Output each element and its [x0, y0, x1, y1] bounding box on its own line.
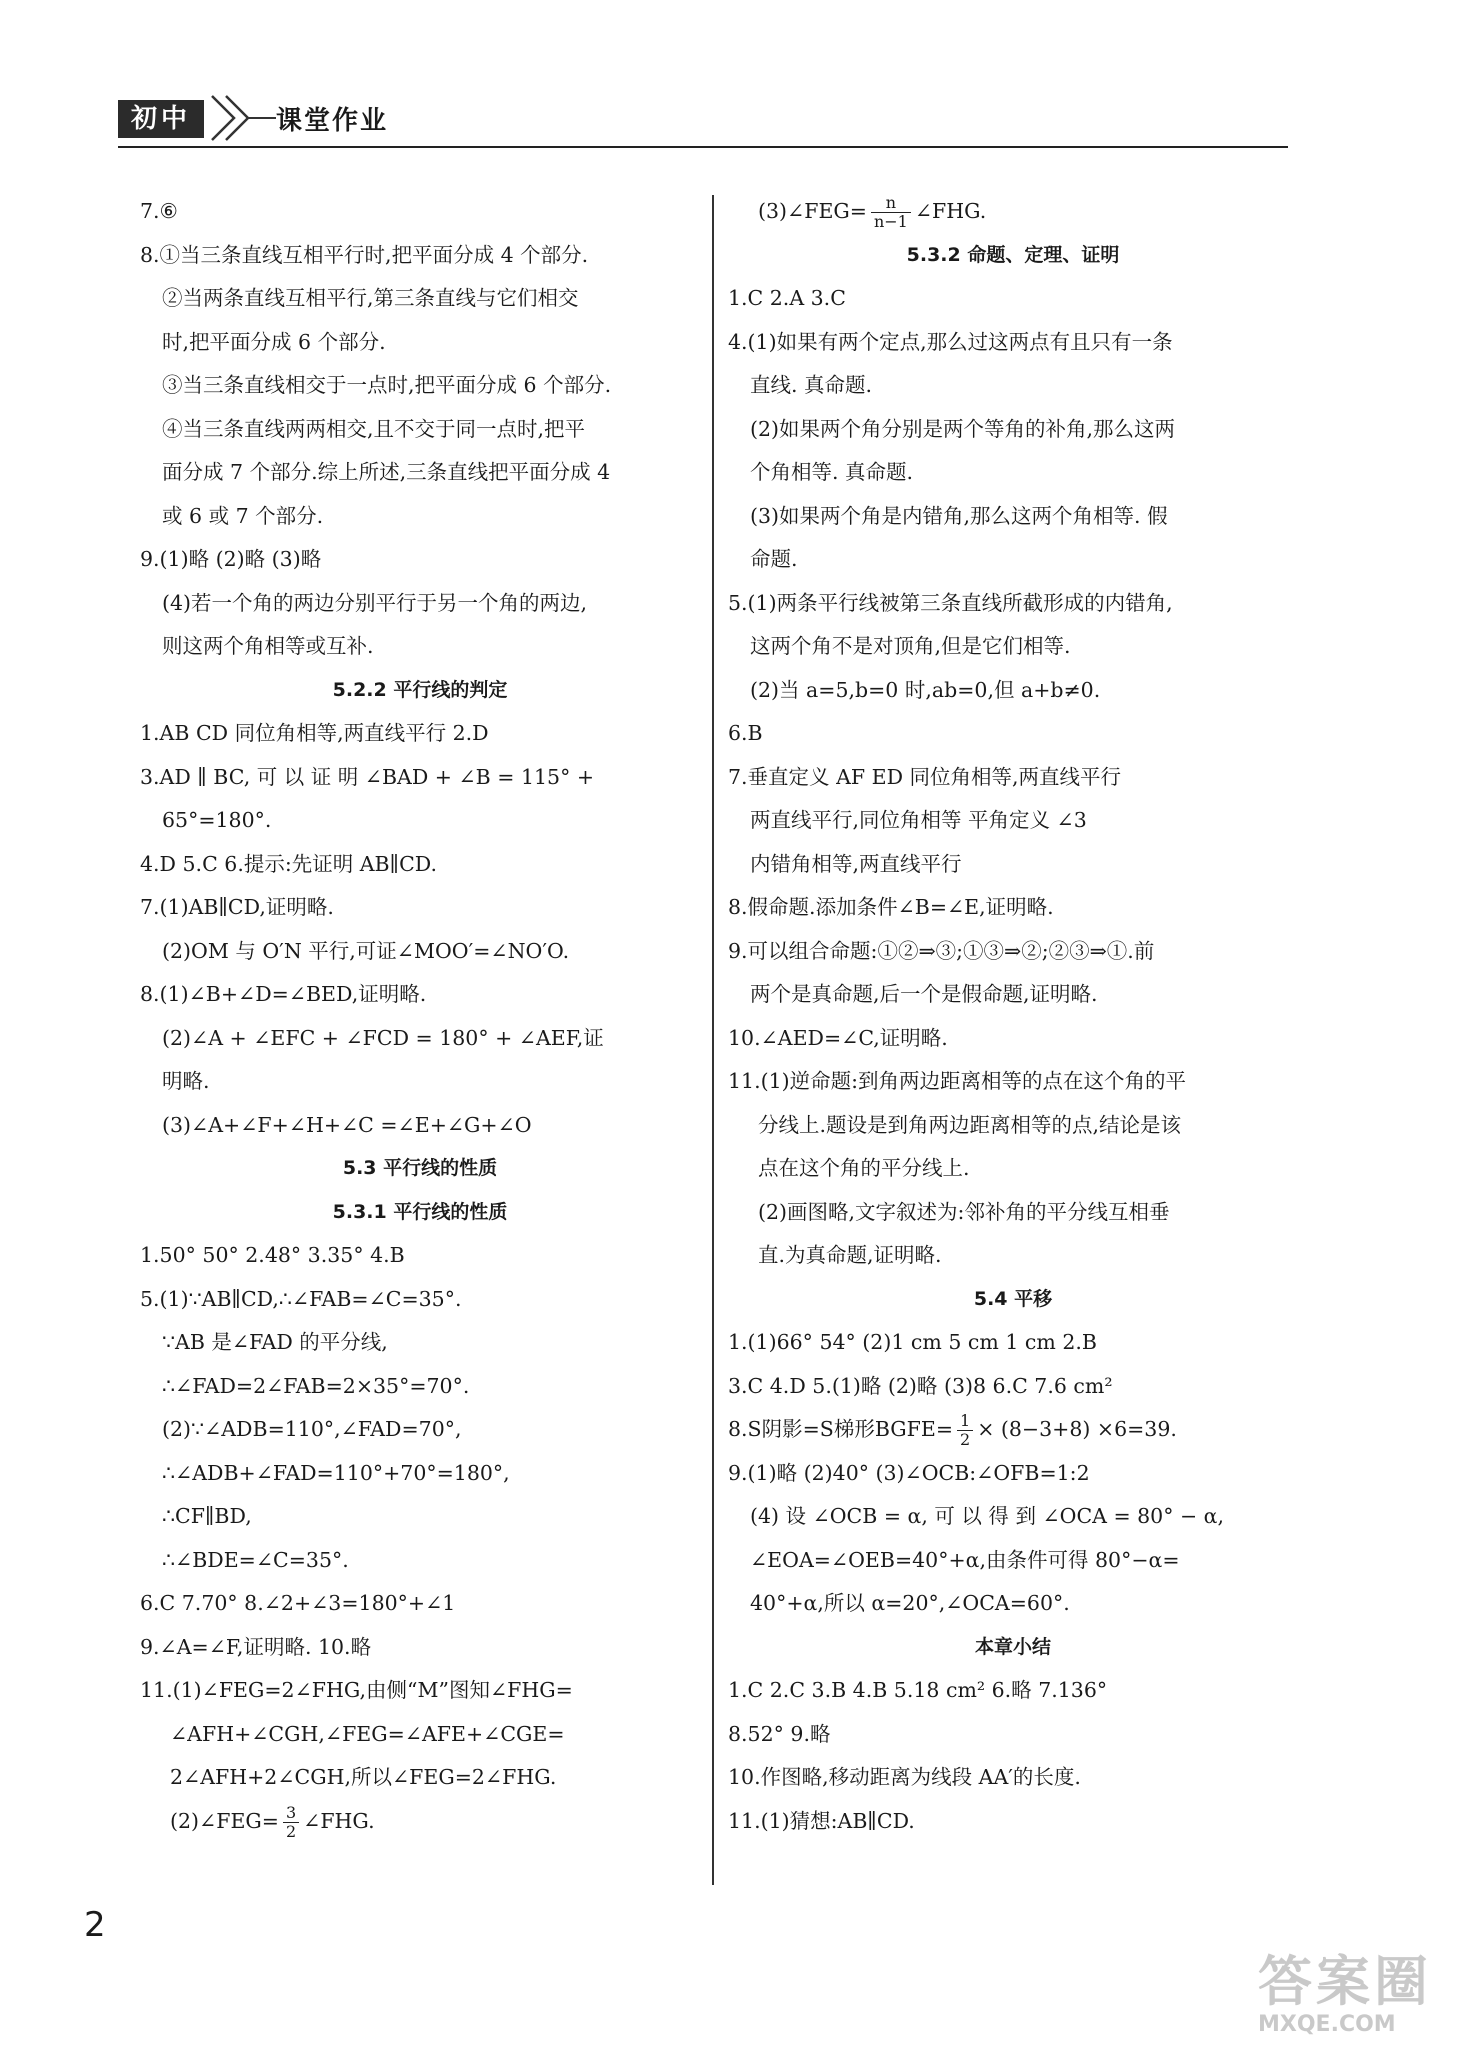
fraction-prefix: (3)∠FEG= — [758, 199, 867, 223]
fraction — [283, 1804, 299, 1841]
answer-line: 1.AB CD 同位角相等,两直线平行 2.D — [140, 721, 489, 745]
answer-line: 1.C 2.C 3.B 4.B 5.18 cm² 6.略 7.136° — [728, 1678, 1108, 1702]
answer-line: (4) 设 ∠OCB = α, 可 以 得 到 ∠OCA = 80° − α, — [750, 1504, 1225, 1528]
answer-line: 1.(1)66° 54° (2)1 cm 5 cm 1 cm 2.B — [728, 1330, 1097, 1354]
answer-line: 7.垂直定义 AF ED 同位角相等,两直线平行 — [728, 764, 1122, 789]
answer-line: 时,把平面分成 6 个部分. — [162, 329, 386, 354]
answer-line: 两直线平行,同位角相等 平角定义 ∠3 — [750, 808, 1087, 832]
fraction-numerator: n — [871, 194, 911, 213]
answer-line: 直线. 真命题. — [750, 373, 873, 397]
answer-line: 分线上.题设是到角两边距离相等的点,结论是该 — [758, 1112, 1182, 1137]
answer-line: ∴∠ADB+∠FAD=110°+70°=180°, — [162, 1460, 510, 1485]
answer-line: 5.(1)两条平行线被第三条直线所截形成的内错角, — [728, 590, 1173, 615]
fraction-prefix: 8.S阴影=S梯形BGFE= — [728, 1417, 954, 1441]
answer-line: 4.D 5.C 6.提示:先证明 AB∥CD. — [140, 851, 437, 876]
section-heading: 本章小结 — [974, 1635, 1051, 1658]
section-heading: 5.3.2 命题、定理、证明 — [906, 243, 1120, 266]
fraction-numerator: 3 — [283, 1804, 299, 1823]
answer-line: 5.(1)∵AB∥CD,∴∠FAB=∠C=35°. — [140, 1286, 462, 1311]
answer-line: 则这两个角相等或互补. — [162, 634, 374, 658]
answer-line: 1.C 2.A 3.C — [728, 286, 846, 310]
answer-line: 3.C 4.D 5.(1)略 (2)略 (3)8 6.C 7.6 cm² — [728, 1373, 1113, 1398]
answer-line: ∴∠BDE=∠C=35°. — [162, 1547, 349, 1572]
answer-line: (3)如果两个角是内错角,那么这两个角相等. 假 — [750, 503, 1168, 528]
answer-line: (4)若一个角的两边分别平行于另一个角的两边, — [162, 590, 588, 615]
answer-line: ②当两条直线互相平行,第三条直线与它们相交 — [162, 286, 579, 310]
answer-line-fraction — [140, 1800, 700, 1844]
answer-line: 11.(1)逆命题:到角两边距离相等的点在这个角的平 — [728, 1069, 1187, 1093]
fraction-denominator: n−1 — [873, 212, 908, 231]
answer-line: 明略. — [162, 1069, 210, 1093]
answer-line: 10.作图略,移动距离为线段 AA′的长度. — [728, 1765, 1081, 1789]
section-heading: 5.3.1 平行线的性质 — [332, 1200, 508, 1223]
answer-line: 3.AD ∥ BC, 可 以 证 明 ∠BAD + ∠B = 115° + — [140, 764, 595, 789]
answer-line-fraction — [728, 1408, 1298, 1452]
header-title: 课堂作业 — [276, 106, 389, 136]
page-number: 2 — [84, 1905, 106, 1945]
answer-line: 1.50° 50° 2.48° 3.35° 4.B — [140, 1243, 405, 1267]
answer-line: 65°=180°. — [162, 808, 272, 832]
answer-line: 8.(1)∠B+∠D=∠BED,证明略. — [140, 982, 427, 1006]
answer-line: 个角相等. 真命题. — [750, 460, 914, 484]
answer-line: 9.可以组合命题:①②⇒③;①③⇒②;②③⇒①.前 — [728, 938, 1155, 963]
answer-line: 11.(1)∠FEG=2∠FHG,由侧“M”图知∠FHG= — [140, 1678, 573, 1702]
answer-line: 2∠AFH+2∠CGH,所以∠FEG=2∠FHG. — [170, 1765, 557, 1789]
fraction-suffix: × (8−3+8) ×6=39. — [977, 1417, 1177, 1441]
answer-line: 8.52° 9.略 — [728, 1721, 831, 1746]
answer-line: (2)∵∠ADB=110°,∠FAD=70°, — [162, 1417, 462, 1441]
answer-line: 8.假命题.添加条件∠B=∠E,证明略. — [728, 895, 1054, 919]
answer-line: ③当三条直线相交于一点时,把平面分成 6 个部分. — [162, 373, 612, 397]
answer-line: 40°+α,所以 α=20°,∠OCA=60°. — [750, 1591, 1070, 1615]
fraction-prefix: (2)∠FEG= — [170, 1808, 279, 1833]
answer-line: ④当三条直线两两相交,且不交于同一点时,把平 — [162, 416, 586, 441]
answer-line: 或 6 或 7 个部分. — [162, 503, 324, 528]
answer-line: 直.为真命题,证明略. — [758, 1243, 942, 1267]
answer-line: 8.①当三条直线互相平行时,把平面分成 4 个部分. — [140, 242, 589, 267]
answer-line: 9.∠A=∠F,证明略. 10.略 — [140, 1634, 372, 1659]
section-heading: 5.4 平移 — [973, 1287, 1053, 1310]
answer-line: (2)∠A + ∠EFC + ∠FCD = 180° + ∠AEF,证 — [162, 1025, 604, 1050]
answer-line: (3)∠A+∠F+∠H+∠C =∠E+∠G+∠O — [162, 1112, 532, 1137]
grade-tag: 初中 — [118, 100, 204, 138]
answer-line: 10.∠AED=∠C,证明略. — [728, 1025, 948, 1050]
section-heading: 5.2.2 平行线的判定 — [332, 678, 508, 701]
fraction-suffix: ∠FHG. — [914, 199, 987, 223]
answer-line: 7.⑥ — [140, 199, 178, 223]
answer-line: ∠AFH+∠CGH,∠FEG=∠AFE+∠CGE= — [170, 1721, 565, 1746]
page-header — [118, 92, 1288, 148]
fraction-denominator: 2 — [285, 1821, 297, 1841]
answer-line: 这两个角不是对顶角,但是它们相等. — [750, 634, 1071, 658]
answer-line: 内错角相等,两直线平行 — [750, 851, 962, 876]
fraction — [871, 194, 911, 231]
double-chevron-icon — [206, 92, 276, 144]
answer-line: (2)OM 与 O′N 平行,可证∠MOO′=∠NO′O. — [162, 938, 570, 963]
answer-line: 6.B — [728, 721, 763, 745]
fraction-suffix: ∠FHG. — [303, 1808, 375, 1833]
answer-line: 面分成 7 个部分.综上所述,三条直线把平面分成 4 — [162, 460, 611, 484]
left-column — [140, 190, 700, 1843]
answer-line: ∴CF∥BD, — [162, 1504, 252, 1528]
answer-line: 11.(1)猜想:AB∥CD. — [728, 1808, 915, 1833]
answer-line: 两个是真命题,后一个是假命题,证明略. — [750, 982, 1098, 1006]
right-column — [728, 190, 1298, 1843]
section-heading: 5.3 平行线的性质 — [342, 1157, 498, 1179]
answer-line: 6.C 7.70° 8.∠2+∠3=180°+∠1 — [140, 1591, 456, 1615]
column-divider — [712, 195, 714, 1885]
fraction-denominator: 2 — [960, 1430, 971, 1449]
answer-line: 点在这个角的平分线上. — [758, 1156, 970, 1180]
answer-line: 9.(1)略 (2)40° (3)∠OCB:∠OFB=1:2 — [728, 1460, 1090, 1485]
answer-line-fraction — [728, 190, 1298, 234]
answer-line: 4.(1)如果有两个定点,那么过这两点有且只有一条 — [728, 329, 1173, 354]
fraction — [957, 1412, 973, 1449]
answer-line: 命题. — [750, 547, 798, 571]
answer-line: 9.(1)略 (2)略 (3)略 — [140, 547, 322, 571]
answer-line: ∠EOA=∠OEB=40°+α,由条件可得 80°−α= — [750, 1547, 1180, 1572]
watermark-logo — [1258, 1952, 1448, 2042]
answer-line: (2)画图略,文字叙述为:邻补角的平分线互相垂 — [758, 1199, 1170, 1224]
answer-line: ∴∠FAD=2∠FAB=2×35°=70°. — [162, 1373, 470, 1398]
watermark-url: MXQE.COM — [1258, 2012, 1396, 2037]
answer-line: (2)如果两个角分别是两个等角的补角,那么这两 — [750, 416, 1176, 441]
answer-line: (2)当 a=5,b=0 时,ab=0,但 a+b≠0. — [750, 677, 1101, 702]
answer-line: ∵AB 是∠FAD 的平分线, — [162, 1330, 388, 1354]
watermark-text: 答案圈 — [1258, 1950, 1432, 2013]
answer-line: 7.(1)AB∥CD,证明略. — [140, 895, 334, 919]
fraction-numerator: 1 — [957, 1412, 973, 1431]
